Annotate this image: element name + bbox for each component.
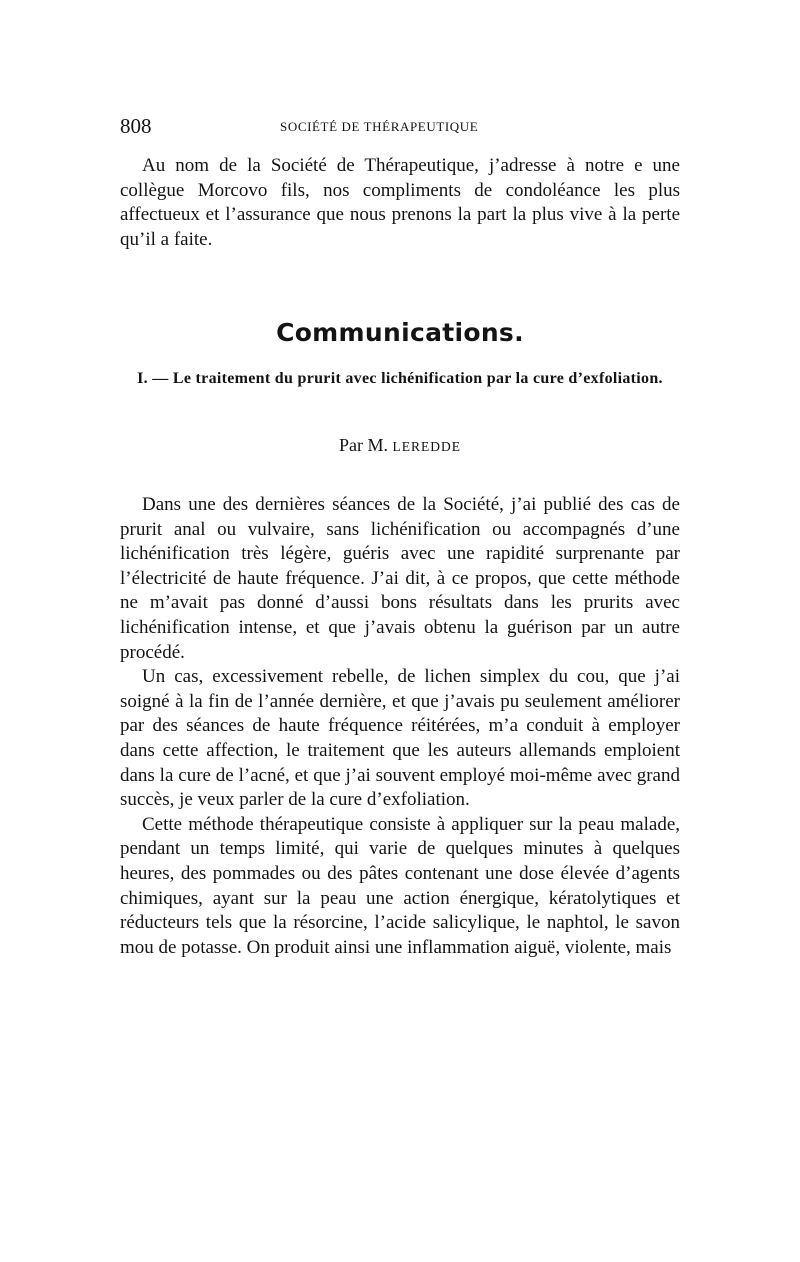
body-paragraph: Un cas, excessivement rebelle, de lichen simplex du cou, que j’ai soigné à la fin de l’année dernière, et que j’avais pu seulement améliorer par des séances de haute fréquence réitérées, m’a conduit à employer dans cette affection, le traitement que les auteurs allemands emploient dans la cure de l’acné, et que j’ai souvent employé moi-même avec grand succès, je veux parler de la cure d’exfoliation. [120,666,680,811]
article-title: I. — Le traitement du prurit avec lichénification par la cure d’exfoliation. [137,370,663,387]
body-paragraph: Cette méthode thérapeutique consiste à appliquer sur la peau malade, pendant un temps limité, qui varie de quelques minutes à quelques heures, des pommades ou des pâtes contenant une dose élevée d’agents chimiques, ayant sur la peau une action énergique, kératolytiques et réducteurs tels que la résorcine, l’acide salicylique, le naphtol, le savon mou de potasse. On produit ainsi une inflammation aiguë, violente, mais [120,813,680,958]
intro-paragraph: Au nom de la Société de Thérapeutique, j’adresse à notre e une collègue Morcovo fils, nos compliments de condoléance les plus affectueux et l’assurance que nous prenons la part la plus vive à la perte qu’il a faite. [120,155,680,250]
intro-block [120,154,680,252]
section-title: Communications. [276,318,524,347]
page-number: 808 [120,114,152,138]
byline-prefix: Par M. [339,435,393,455]
body-paragraph: Dans une des dernières séances de la Société, j’ai publié des cas de prurit anal ou vulvaire, sans lichénification ou accompagnés d’une lichénification très légère, guéris avec une rapidité surprenante par l’électricité de haute fréquence. J’ai dit, à ce propos, que cette méthode ne m’avait pas donné d’aussi bons résultats dans les prurits avec lichénification intense, et que j’avais obtenu la guérison par un autre procédé. [120,494,680,663]
running-title: SOCIÉTÉ DE THÉRAPEUTIQUE [280,119,479,134]
author-name: LEREDDE [392,439,461,454]
article-body [120,493,680,960]
byline [0,435,800,456]
running-head [120,114,680,138]
